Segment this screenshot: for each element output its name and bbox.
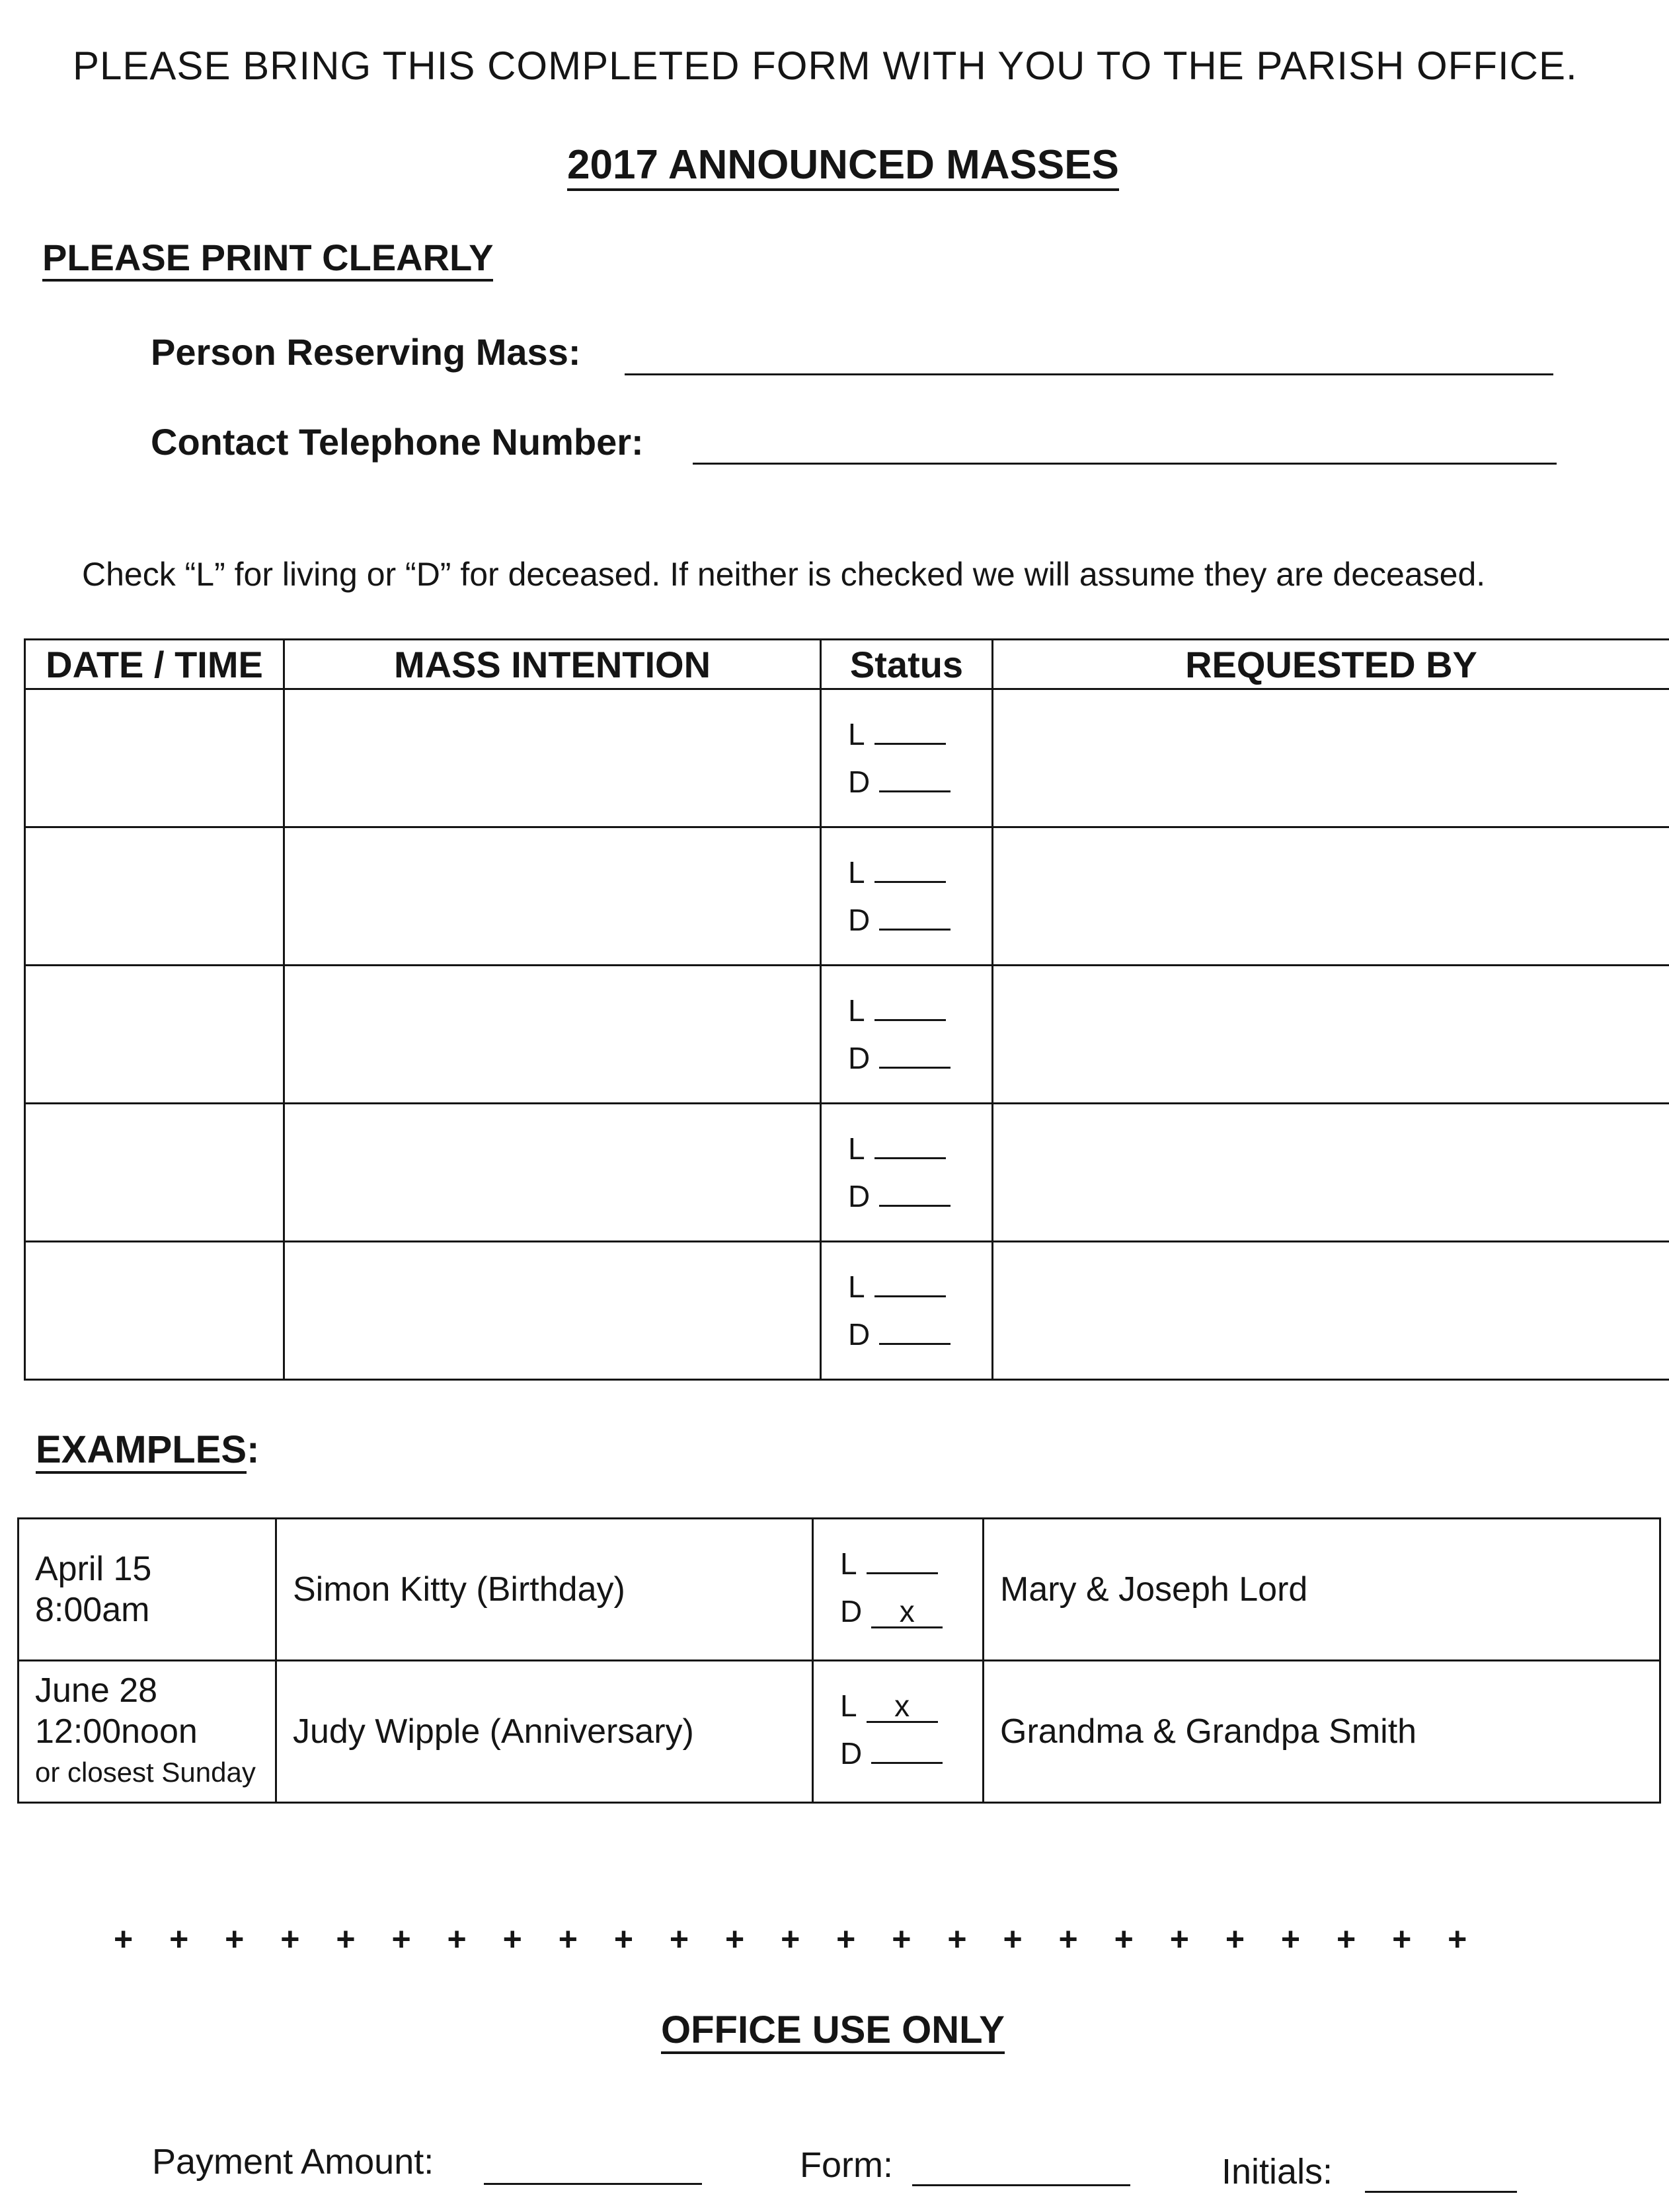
initials-label: Initials: — [1222, 2152, 1333, 2192]
living-checkbox[interactable] — [874, 1157, 946, 1159]
deceased-option — [840, 1593, 943, 1629]
example-time: 12:00noon — [35, 1712, 198, 1751]
column-header-status: Status — [821, 640, 993, 689]
living-label: L — [848, 717, 865, 751]
deceased-mark: x — [871, 1596, 943, 1628]
deceased-checkbox[interactable] — [879, 1205, 951, 1207]
deceased-label: D — [840, 1594, 863, 1628]
column-header-date-time: DATE / TIME — [25, 640, 284, 689]
deceased-mark — [871, 1762, 943, 1764]
deceased-option — [840, 1735, 943, 1771]
examples-colon: : — [247, 1428, 260, 1471]
payment-amount-label: Payment Amount: — [152, 2142, 434, 2182]
living-checkbox[interactable] — [874, 881, 946, 883]
status-cell — [821, 966, 993, 1104]
living-option[interactable] — [848, 1269, 946, 1305]
date-time-cell[interactable] — [25, 1104, 284, 1242]
plus-separator: + + + + + + + + + + + + + + + + + + + + + + + + + — [114, 1921, 1467, 1958]
requested-by-cell[interactable] — [993, 1242, 1669, 1380]
living-label: L — [848, 1270, 865, 1304]
living-option[interactable] — [848, 1131, 946, 1166]
examples-heading — [36, 1428, 259, 1472]
deceased-label: D — [848, 1317, 871, 1352]
deceased-option[interactable] — [848, 1178, 951, 1214]
status-cell — [821, 827, 993, 966]
example-status-cell — [813, 1519, 984, 1661]
living-label: L — [840, 1689, 857, 1723]
deceased-label: D — [848, 765, 871, 799]
form-title: 2017 ANNOUNCED MASSES — [567, 142, 1119, 191]
deceased-label: D — [848, 903, 871, 937]
example-requested-by: Mary & Joseph Lord — [984, 1519, 1660, 1661]
example-requested-by: Grandma & Grandpa Smith — [984, 1661, 1660, 1803]
table-row — [25, 1104, 1669, 1242]
form-input[interactable] — [912, 2184, 1130, 2186]
status-cell — [821, 1104, 993, 1242]
status-cell — [821, 689, 993, 827]
mass-intention-cell[interactable] — [284, 827, 821, 966]
person-reserving-input[interactable] — [625, 373, 1553, 375]
living-label: L — [848, 1131, 865, 1166]
date-time-cell[interactable] — [25, 827, 284, 966]
living-checkbox[interactable] — [874, 1295, 946, 1297]
example-status-cell — [813, 1661, 984, 1803]
form-notice: PLEASE BRING THIS COMPLETED FORM WITH YOU TO THE PARISH OFFICE. — [73, 44, 1578, 88]
table-row — [25, 1242, 1669, 1380]
table-header-row — [25, 640, 1669, 689]
living-option[interactable] — [848, 716, 946, 752]
example-time: 8:00am — [35, 1591, 150, 1629]
example-date: June 28 — [35, 1671, 158, 1710]
initials-input[interactable] — [1365, 2191, 1517, 2193]
deceased-checkbox[interactable] — [879, 1067, 951, 1069]
living-checkbox[interactable] — [874, 1019, 946, 1021]
example-date-cell — [19, 1519, 276, 1661]
mass-intention-cell[interactable] — [284, 1242, 821, 1380]
print-clearly-heading: PLEASE PRINT CLEARLY — [42, 237, 493, 282]
example-row — [19, 1519, 1660, 1661]
living-option[interactable] — [848, 993, 946, 1028]
living-option[interactable] — [848, 855, 946, 890]
requested-by-cell[interactable] — [993, 689, 1669, 827]
living-label: L — [848, 855, 865, 890]
deceased-checkbox[interactable] — [879, 790, 951, 792]
example-date: April 15 — [35, 1550, 152, 1588]
deceased-option[interactable] — [848, 764, 951, 800]
column-header-requested-by: REQUESTED BY — [993, 640, 1669, 689]
requested-by-cell[interactable] — [993, 1104, 1669, 1242]
mass-intention-cell[interactable] — [284, 689, 821, 827]
deceased-label: D — [840, 1736, 863, 1771]
living-option — [840, 1688, 938, 1724]
requested-by-cell[interactable] — [993, 966, 1669, 1104]
date-time-cell[interactable] — [25, 966, 284, 1104]
deceased-checkbox[interactable] — [879, 1343, 951, 1345]
date-time-cell[interactable] — [25, 1242, 284, 1380]
examples-table — [17, 1517, 1661, 1804]
living-option — [840, 1546, 938, 1582]
example-row — [19, 1661, 1660, 1803]
mass-intention-cell[interactable] — [284, 1104, 821, 1242]
contact-phone-input[interactable] — [693, 463, 1557, 465]
status-instructions: Check “L” for living or “D” for deceased. If neither is checked we will assume they are deceased. — [82, 556, 1486, 593]
example-intention: Simon Kitty (Birthday) — [276, 1519, 813, 1661]
date-time-cell[interactable] — [25, 689, 284, 827]
example-date-cell — [19, 1661, 276, 1803]
deceased-label: D — [848, 1179, 871, 1213]
deceased-option[interactable] — [848, 1316, 951, 1352]
living-label: L — [840, 1546, 857, 1581]
table-row — [25, 966, 1669, 1104]
deceased-label: D — [848, 1041, 871, 1075]
deceased-option[interactable] — [848, 1040, 951, 1076]
form-label: Form: — [800, 2145, 893, 2185]
mass-reservation-table — [24, 638, 1669, 1381]
table-row — [25, 827, 1669, 966]
payment-amount-input[interactable] — [484, 2183, 702, 2185]
requested-by-cell[interactable] — [993, 827, 1669, 966]
column-header-mass-intention: MASS INTENTION — [284, 640, 821, 689]
office-use-heading: OFFICE USE ONLY — [661, 2009, 1005, 2054]
deceased-option[interactable] — [848, 902, 951, 938]
living-mark: x — [867, 1691, 938, 1723]
living-checkbox[interactable] — [874, 743, 946, 745]
mass-intention-cell[interactable] — [284, 966, 821, 1104]
example-intention: Judy Wipple (Anniversary) — [276, 1661, 813, 1803]
living-mark — [867, 1572, 938, 1574]
deceased-checkbox[interactable] — [879, 929, 951, 931]
examples-label: EXAMPLES — [36, 1428, 247, 1474]
example-note: or closest Sunday — [35, 1757, 256, 1788]
status-cell — [821, 1242, 993, 1380]
table-row — [25, 689, 1669, 827]
contact-phone-label: Contact Telephone Number: — [151, 421, 644, 463]
person-reserving-label: Person Reserving Mass: — [151, 331, 581, 373]
living-label: L — [848, 993, 865, 1028]
